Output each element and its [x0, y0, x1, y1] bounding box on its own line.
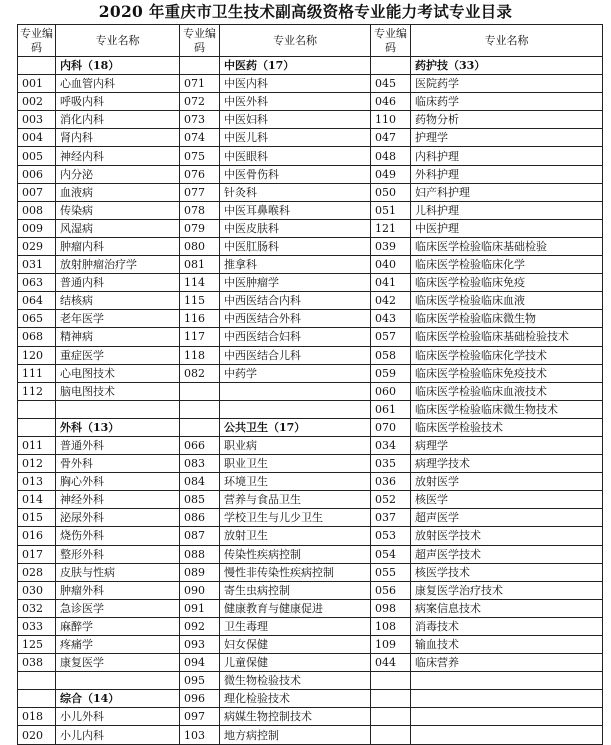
specialty-name: 神经内科: [56, 147, 180, 165]
specialty-name: 内科护理: [411, 147, 603, 165]
specialty-name: 烧伤外科: [56, 527, 180, 545]
table-row: [18, 527, 603, 545]
table-row: [18, 219, 603, 237]
specialty-code: [18, 400, 56, 418]
specialty-name: 肾内科: [56, 129, 180, 147]
specialty-code: 096: [180, 690, 220, 708]
specialty-code: 039: [371, 237, 411, 255]
specialty-code: 035: [371, 455, 411, 473]
specialty-name: 中医儿科: [220, 129, 371, 147]
specialty-code: 043: [371, 310, 411, 328]
specialty-name: 神经外科: [56, 491, 180, 509]
specialty-name: 放射卫生: [220, 527, 371, 545]
specialty-name: 卫生毒理: [220, 617, 371, 635]
category-heading: 综合（14）: [56, 690, 180, 708]
specialty-code: 079: [180, 219, 220, 237]
specialty-code: 058: [371, 346, 411, 364]
specialty-name: 临床医学检验临床化学: [411, 256, 603, 274]
specialty-code: 007: [18, 183, 56, 201]
specialty-name: [220, 382, 371, 400]
specialty-code: 085: [180, 491, 220, 509]
table-row: [18, 165, 603, 183]
table-row: [18, 563, 603, 581]
specialty-name: 中医内科: [220, 75, 371, 93]
table-row: [18, 491, 603, 509]
specialty-code: 001: [18, 75, 56, 93]
table-row: [18, 75, 603, 93]
code-header: 专业编码: [180, 25, 220, 57]
specialty-code: 046: [371, 93, 411, 111]
specialty-code: 071: [180, 75, 220, 93]
specialty-code: 114: [180, 274, 220, 292]
specialty-name: 临床医学检验临床微生物: [411, 310, 603, 328]
category-heading: 外科（13）: [56, 418, 180, 436]
specialty-code: 030: [18, 581, 56, 599]
table-row: [18, 201, 603, 219]
specialty-name: 临床医学检验临床化学技术: [411, 346, 603, 364]
specialty-code: 065: [18, 310, 56, 328]
specialty-name: 病案信息技术: [411, 599, 603, 617]
specialty-code: 011: [18, 436, 56, 454]
specialty-name: [411, 708, 603, 726]
specialty-name: 职业卫生: [220, 455, 371, 473]
specialty-code: 045: [371, 75, 411, 93]
specialty-name: [56, 672, 180, 690]
table-row: [18, 617, 603, 635]
specialty-name: 中医肛肠科: [220, 237, 371, 255]
specialty-code: 094: [180, 654, 220, 672]
specialty-name: 妇女保健: [220, 636, 371, 654]
specialty-code: 044: [371, 654, 411, 672]
specialty-code: 060: [371, 382, 411, 400]
specialty-code: [371, 57, 411, 75]
specialty-name: 麻醉学: [56, 617, 180, 635]
specialty-code: [180, 382, 220, 400]
specialty-name: 普通外科: [56, 436, 180, 454]
specialty-name: 中医耳鼻喉科: [220, 201, 371, 219]
specialty-code: 086: [180, 509, 220, 527]
specialty-code: 012: [18, 455, 56, 473]
specialty-code: [180, 57, 220, 75]
specialty-name: 慢性非传染性疾病控制: [220, 563, 371, 581]
specialty-name: 脑电图技术: [56, 382, 180, 400]
specialty-name: 肿瘤外科: [56, 581, 180, 599]
specialty-name: 小儿内科: [56, 726, 180, 744]
table-row: [18, 473, 603, 491]
specialty-code: 057: [371, 328, 411, 346]
specialty-code: 042: [371, 292, 411, 310]
specialty-name: 结核病: [56, 292, 180, 310]
specialty-name: 中西医结合儿科: [220, 346, 371, 364]
specialty-name: [56, 400, 180, 418]
specialty-name: 中医肿瘤学: [220, 274, 371, 292]
specialty-code: 074: [180, 129, 220, 147]
table-row: [18, 57, 603, 75]
specialty-name: 超声医学: [411, 509, 603, 527]
specialty-name: [411, 726, 603, 744]
specialty-name: 寄生虫病控制: [220, 581, 371, 599]
category-heading: 药护技（33）: [411, 57, 603, 75]
specialty-code: 029: [18, 237, 56, 255]
specialty-name: 中医皮肤科: [220, 219, 371, 237]
specialty-name: 中西医结合内科: [220, 292, 371, 310]
specialty-name: 整形外科: [56, 545, 180, 563]
specialty-name: 针灸科: [220, 183, 371, 201]
specialty-code: 081: [180, 256, 220, 274]
specialty-name: 风湿病: [56, 219, 180, 237]
table-row: [18, 455, 603, 473]
table-row: [18, 256, 603, 274]
specialty-name: 内分泌: [56, 165, 180, 183]
specialty-code: 125: [18, 636, 56, 654]
specialty-code: 117: [180, 328, 220, 346]
table-row: [18, 129, 603, 147]
specialty-name: 中西医结合妇科: [220, 328, 371, 346]
specialty-code: 016: [18, 527, 56, 545]
table-row: [18, 654, 603, 672]
specialty-name: 微生物检验技术: [220, 672, 371, 690]
specialty-code: 031: [18, 256, 56, 274]
specialty-code: 078: [180, 201, 220, 219]
table-row: [18, 111, 603, 129]
specialty-code: 047: [371, 129, 411, 147]
table-row: [18, 346, 603, 364]
specialty-name: 精神病: [56, 328, 180, 346]
specialty-code: 111: [18, 364, 56, 382]
specialty-name: 中药学: [220, 364, 371, 382]
table-row: [18, 509, 603, 527]
specialty-code: [180, 400, 220, 418]
specialty-code: [371, 708, 411, 726]
specialty-name: 胸心外科: [56, 473, 180, 491]
specialty-code: 002: [18, 93, 56, 111]
specialty-name: 肿瘤内科: [56, 237, 180, 255]
table-row: [18, 400, 603, 418]
specialty-name: 理化检验技术: [220, 690, 371, 708]
specialty-name: [411, 672, 603, 690]
specialty-name: 病理学: [411, 436, 603, 454]
name-header: 专业名称: [56, 25, 180, 57]
specialty-name: 临床营养: [411, 654, 603, 672]
specialty-code: 051: [371, 201, 411, 219]
specialty-name: 临床药学: [411, 93, 603, 111]
specialty-code: 015: [18, 509, 56, 527]
table-row: [18, 708, 603, 726]
specialty-code: 083: [180, 455, 220, 473]
specialty-name: 妇产科护理: [411, 183, 603, 201]
table-row: [18, 93, 603, 111]
table-row: [18, 599, 603, 617]
specialty-name: 泌尿外科: [56, 509, 180, 527]
specialty-name: 中医骨伤科: [220, 165, 371, 183]
specialty-name: 外科护理: [411, 165, 603, 183]
specialty-name: 中医妇科: [220, 111, 371, 129]
specialty-name: 消化内科: [56, 111, 180, 129]
specialty-code: 073: [180, 111, 220, 129]
specialty-name: 临床医学检验临床免疫技术: [411, 364, 603, 382]
specialty-code: 048: [371, 147, 411, 165]
table-row: [18, 292, 603, 310]
specialty-code: 008: [18, 201, 56, 219]
specialty-name: 儿科护理: [411, 201, 603, 219]
specialty-name: 中医眼科: [220, 147, 371, 165]
specialty-name: 康复医学治疗技术: [411, 581, 603, 599]
table-row: [18, 436, 603, 454]
specialty-name: 呼吸内科: [56, 93, 180, 111]
specialty-code: 080: [180, 237, 220, 255]
specialty-name: 核医学技术: [411, 563, 603, 581]
specialty-name: 核医学: [411, 491, 603, 509]
specialty-name: 环境卫生: [220, 473, 371, 491]
specialty-name: 病理学技术: [411, 455, 603, 473]
category-heading: 公共卫生（17）: [220, 418, 371, 436]
specialty-name: 疼痛学: [56, 636, 180, 654]
specialty-code: 118: [180, 346, 220, 364]
specialty-code: 032: [18, 599, 56, 617]
specialty-name: 传染性疾病控制: [220, 545, 371, 563]
specialty-name: 临床医学检验技术: [411, 418, 603, 436]
specialty-code: 020: [18, 726, 56, 744]
name-header: 专业名称: [411, 25, 603, 57]
specialty-name: 老年医学: [56, 310, 180, 328]
specialty-name: 消毒技术: [411, 617, 603, 635]
specialty-code: 068: [18, 328, 56, 346]
specialty-name: 超声医学技术: [411, 545, 603, 563]
category-heading: 内科（18）: [56, 57, 180, 75]
specialty-code: 095: [180, 672, 220, 690]
specialty-code: 059: [371, 364, 411, 382]
specialty-name: 心电图技术: [56, 364, 180, 382]
specialty-code: 063: [18, 274, 56, 292]
specialty-code: 056: [371, 581, 411, 599]
table-row: [18, 545, 603, 563]
specialty-code: 121: [371, 219, 411, 237]
specialty-name: 健康教育与健康促进: [220, 599, 371, 617]
specialty-code: 090: [180, 581, 220, 599]
page-title: 2020 年重庆市卫生技术副高级资格专业能力考试专业目录: [98, 2, 513, 21]
specialty-name: 皮肤与性病: [56, 563, 180, 581]
category-heading: 中医药（17）: [220, 57, 371, 75]
specialty-code: 092: [180, 617, 220, 635]
table-row: [18, 636, 603, 654]
specialty-code: 066: [180, 436, 220, 454]
specialty-code: 103: [180, 726, 220, 744]
specialty-code: 055: [371, 563, 411, 581]
specialty-code: 037: [371, 509, 411, 527]
specialty-code: 028: [18, 563, 56, 581]
specialty-name: 护理学: [411, 129, 603, 147]
specialty-name: 临床医学检验临床微生物技术: [411, 400, 603, 418]
specialty-name: 急诊医学: [56, 599, 180, 617]
specialty-name: 重症医学: [56, 346, 180, 364]
table-row: [18, 310, 603, 328]
specialty-code: 072: [180, 93, 220, 111]
table-row: [18, 274, 603, 292]
specialty-code: [371, 726, 411, 744]
specialty-code: [180, 418, 220, 436]
specialty-code: 038: [18, 654, 56, 672]
specialty-code: 005: [18, 147, 56, 165]
specialty-code: 116: [180, 310, 220, 328]
specialty-code: 036: [371, 473, 411, 491]
specialty-code: 076: [180, 165, 220, 183]
specialty-code: 097: [180, 708, 220, 726]
specialty-code: [18, 690, 56, 708]
specialty-code: 089: [180, 563, 220, 581]
specialty-name: 输血技术: [411, 636, 603, 654]
specialty-code: 108: [371, 617, 411, 635]
specialty-code: 093: [180, 636, 220, 654]
specialty-name: 临床医学检验临床免疫: [411, 274, 603, 292]
specialty-name: 骨外科: [56, 455, 180, 473]
specialty-name: 放射医学: [411, 473, 603, 491]
table-row: [18, 672, 603, 690]
specialty-name: 放射肿瘤治疗学: [56, 256, 180, 274]
specialty-code: 070: [371, 418, 411, 436]
code-header: 专业编码: [18, 25, 56, 57]
table-row: [18, 364, 603, 382]
specialty-name: 临床医学检验临床血液技术: [411, 382, 603, 400]
specialty-name: 血液病: [56, 183, 180, 201]
specialty-name: 医院药学: [411, 75, 603, 93]
specialty-code: 013: [18, 473, 56, 491]
specialty-code: 098: [371, 599, 411, 617]
specialty-name: 小儿外科: [56, 708, 180, 726]
specialty-code: 054: [371, 545, 411, 563]
specialty-name: 中西医结合外科: [220, 310, 371, 328]
specialty-name: 药物分析: [411, 111, 603, 129]
code-header: 专业编码: [371, 25, 411, 57]
table-row: [18, 183, 603, 201]
specialty-code: 041: [371, 274, 411, 292]
specialty-code: 009: [18, 219, 56, 237]
specialty-name: 临床医学检验临床基础检验: [411, 237, 603, 255]
specialty-code: 004: [18, 129, 56, 147]
specialty-code: 003: [18, 111, 56, 129]
specialty-name: 放射医学技术: [411, 527, 603, 545]
specialty-table: [17, 24, 603, 745]
specialty-code: [371, 690, 411, 708]
specialty-name: 中医护理: [411, 219, 603, 237]
specialty-code: 088: [180, 545, 220, 563]
specialty-code: 110: [371, 111, 411, 129]
specialty-name: 地方病控制: [220, 726, 371, 744]
specialty-code: [371, 672, 411, 690]
specialty-name: 儿童保健: [220, 654, 371, 672]
specialty-code: 109: [371, 636, 411, 654]
specialty-code: 075: [180, 147, 220, 165]
table-row: [18, 581, 603, 599]
specialty-name: 职业病: [220, 436, 371, 454]
table-row: [18, 237, 603, 255]
specialty-code: 053: [371, 527, 411, 545]
specialty-code: [18, 672, 56, 690]
specialty-code: 061: [371, 400, 411, 418]
table-row: [18, 726, 603, 744]
specialty-code: 034: [371, 436, 411, 454]
specialty-name: 康复医学: [56, 654, 180, 672]
specialty-code: 033: [18, 617, 56, 635]
specialty-code: [18, 57, 56, 75]
specialty-code: 014: [18, 491, 56, 509]
specialty-name: 传染病: [56, 201, 180, 219]
specialty-code: 091: [180, 599, 220, 617]
specialty-name: 营养与食品卫生: [220, 491, 371, 509]
specialty-code: 018: [18, 708, 56, 726]
specialty-code: 049: [371, 165, 411, 183]
specialty-name: 推拿科: [220, 256, 371, 274]
specialty-name: 临床医学检验临床基础检验技术: [411, 328, 603, 346]
specialty-code: 017: [18, 545, 56, 563]
specialty-code: 084: [180, 473, 220, 491]
specialty-name: 普通内科: [56, 274, 180, 292]
specialty-name: 中医外科: [220, 93, 371, 111]
header-row: [18, 25, 603, 57]
specialty-name: [220, 400, 371, 418]
specialty-code: 115: [180, 292, 220, 310]
specialty-code: 120: [18, 346, 56, 364]
specialty-name: 病媒生物控制技术: [220, 708, 371, 726]
table-row: [18, 147, 603, 165]
table-row: [18, 382, 603, 400]
specialty-name: [411, 690, 603, 708]
specialty-code: 040: [371, 256, 411, 274]
specialty-code: 112: [18, 382, 56, 400]
specialty-code: 077: [180, 183, 220, 201]
name-header: 专业名称: [220, 25, 371, 57]
specialty-code: 050: [371, 183, 411, 201]
specialty-code: 082: [180, 364, 220, 382]
specialty-name: 学校卫生与儿少卫生: [220, 509, 371, 527]
specialty-name: 临床医学检验临床血液: [411, 292, 603, 310]
specialty-code: [18, 418, 56, 436]
table-row: [18, 328, 603, 346]
specialty-name: 心血管内科: [56, 75, 180, 93]
specialty-code: 087: [180, 527, 220, 545]
specialty-code: 064: [18, 292, 56, 310]
table-row: [18, 690, 603, 708]
table-row: [18, 418, 603, 436]
specialty-code: 052: [371, 491, 411, 509]
specialty-code: 006: [18, 165, 56, 183]
